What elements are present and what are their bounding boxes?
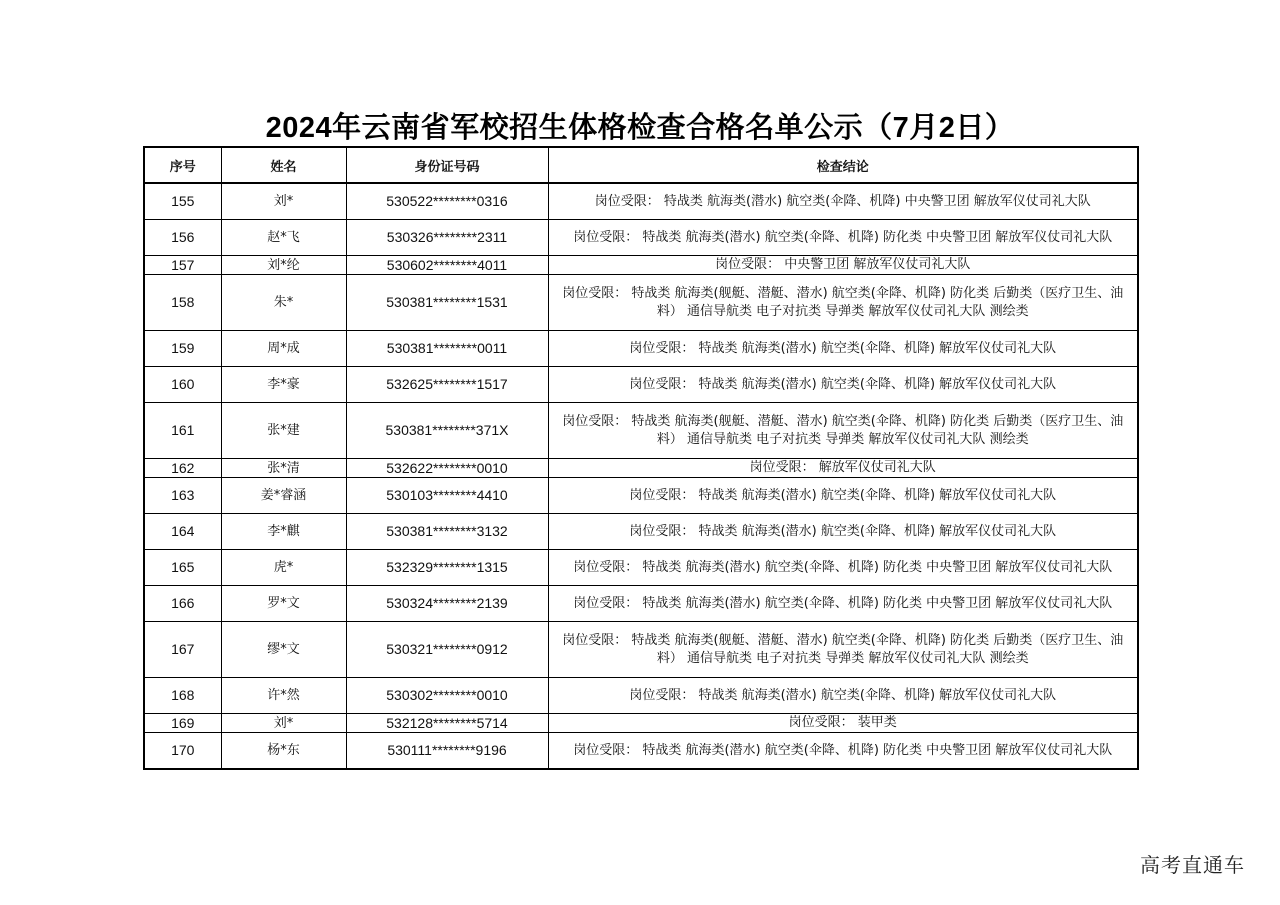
row-name: 许*然 (221, 678, 346, 714)
row-seq: 167 (144, 622, 221, 678)
row-result: 岗位受限： 特战类 航海类(潜水) 航空类(伞降、机降) 中央警卫团 解放军仪仗司礼大队 (548, 183, 1138, 220)
header-id: 身份证号码 (346, 147, 548, 183)
row-result: 岗位受限： 中央警卫团 解放军仪仗司礼大队 (548, 256, 1138, 275)
table-row (144, 514, 1138, 550)
row-seq: 169 (144, 714, 221, 733)
table-row (144, 367, 1138, 403)
row-seq: 161 (144, 403, 221, 459)
table-row (144, 478, 1138, 514)
row-seq: 170 (144, 733, 221, 770)
row-seq: 165 (144, 550, 221, 586)
header-result: 检查结论 (548, 147, 1138, 183)
row-name: 刘*纶 (221, 256, 346, 275)
table-row (144, 678, 1138, 714)
row-result: 岗位受限： 特战类 航海类(舰艇、潜艇、潜水) 航空类(伞降、机降) 防化类 后勤类（医疗卫生、油料） 通信导航类 电子对抗类 导弹类 解放军仪仗司礼大队 测绘类 (548, 622, 1138, 678)
row-result: 岗位受限： 特战类 航海类(潜水) 航空类(伞降、机降) 解放军仪仗司礼大队 (548, 514, 1138, 550)
row-id-number: 530381********1531 (346, 275, 548, 331)
header-seq: 序号 (144, 147, 221, 183)
header-name: 姓名 (221, 147, 346, 183)
row-seq: 158 (144, 275, 221, 331)
row-id-number: 530381********3132 (346, 514, 548, 550)
row-seq: 156 (144, 220, 221, 256)
row-result: 岗位受限： 特战类 航海类(舰艇、潜艇、潜水) 航空类(伞降、机降) 防化类 后勤类（医疗卫生、油料） 通信导航类 电子对抗类 导弹类 解放军仪仗司礼大队 测绘类 (548, 275, 1138, 331)
row-name: 缪*文 (221, 622, 346, 678)
row-id-number: 532625********1517 (346, 367, 548, 403)
row-seq: 163 (144, 478, 221, 514)
row-id-number: 532128********5714 (346, 714, 548, 733)
row-result: 岗位受限： 特战类 航海类(舰艇、潜艇、潜水) 航空类(伞降、机降) 防化类 后勤类（医疗卫生、油料） 通信导航类 电子对抗类 导弹类 解放军仪仗司礼大队 测绘类 (548, 403, 1138, 459)
table-row (144, 403, 1138, 459)
row-name: 朱* (221, 275, 346, 331)
row-name: 虎* (221, 550, 346, 586)
row-id-number: 530321********0912 (346, 622, 548, 678)
row-seq: 166 (144, 586, 221, 622)
table-row (144, 622, 1138, 678)
row-id-number: 530324********2139 (346, 586, 548, 622)
row-result: 岗位受限： 特战类 航海类(潜水) 航空类(伞降、机降) 解放军仪仗司礼大队 (548, 331, 1138, 367)
row-name: 张*清 (221, 459, 346, 478)
row-result: 岗位受限： 特战类 航海类(潜水) 航空类(伞降、机降) 解放军仪仗司礼大队 (548, 478, 1138, 514)
row-id-number: 530302********0010 (346, 678, 548, 714)
row-seq: 157 (144, 256, 221, 275)
row-result: 岗位受限： 特战类 航海类(潜水) 航空类(伞降、机降) 防化类 中央警卫团 解放军仪仗司礼大队 (548, 586, 1138, 622)
table-row (144, 550, 1138, 586)
row-name: 姜*睿涵 (221, 478, 346, 514)
candidate-table (143, 146, 1139, 770)
row-seq: 160 (144, 367, 221, 403)
row-seq: 168 (144, 678, 221, 714)
table-row (144, 275, 1138, 331)
row-result: 岗位受限： 特战类 航海类(潜水) 航空类(伞降、机降) 防化类 中央警卫团 解放军仪仗司礼大队 (548, 550, 1138, 586)
row-id-number: 530103********4410 (346, 478, 548, 514)
table-row (144, 256, 1138, 275)
row-id-number: 530381********371X (346, 403, 548, 459)
table-row (144, 459, 1138, 478)
row-result: 岗位受限： 特战类 航海类(潜水) 航空类(伞降、机降) 解放军仪仗司礼大队 (548, 367, 1138, 403)
row-name: 李*豪 (221, 367, 346, 403)
row-id-number: 530522********0316 (346, 183, 548, 220)
table-row (144, 586, 1138, 622)
table-row (144, 220, 1138, 256)
row-name: 赵*飞 (221, 220, 346, 256)
row-result: 岗位受限： 特战类 航海类(潜水) 航空类(伞降、机降) 防化类 中央警卫团 解放军仪仗司礼大队 (548, 220, 1138, 256)
row-name: 周*成 (221, 331, 346, 367)
row-seq: 164 (144, 514, 221, 550)
row-id-number: 530602********4011 (346, 256, 548, 275)
table-row (144, 714, 1138, 733)
row-id-number: 532622********0010 (346, 459, 548, 478)
row-name: 张*建 (221, 403, 346, 459)
row-name: 杨*东 (221, 733, 346, 770)
row-id-number: 530326********2311 (346, 220, 548, 256)
row-id-number: 530381********0011 (346, 331, 548, 367)
row-result: 岗位受限： 特战类 航海类(潜水) 航空类(伞降、机降) 防化类 中央警卫团 解放军仪仗司礼大队 (548, 733, 1138, 770)
row-result: 岗位受限： 特战类 航海类(潜水) 航空类(伞降、机降) 解放军仪仗司礼大队 (548, 678, 1138, 714)
row-seq: 155 (144, 183, 221, 220)
row-name: 刘* (221, 183, 346, 220)
table-row (144, 733, 1138, 770)
row-name: 罗*文 (221, 586, 346, 622)
row-seq: 162 (144, 459, 221, 478)
row-result: 岗位受限： 装甲类 (548, 714, 1138, 733)
page-title: 2024年云南省军校招生体格检查合格名单公示（7月2日） (265, 112, 1015, 144)
row-id-number: 530111********9196 (346, 733, 548, 770)
row-result: 岗位受限： 解放军仪仗司礼大队 (548, 459, 1138, 478)
table-row (144, 331, 1138, 367)
table-header-row (144, 147, 1138, 183)
row-id-number: 532329********1315 (346, 550, 548, 586)
watermark-text: 高考直通车 (1140, 853, 1245, 877)
row-name: 李*麒 (221, 514, 346, 550)
row-name: 刘* (221, 714, 346, 733)
table-row (144, 183, 1138, 220)
row-seq: 159 (144, 331, 221, 367)
